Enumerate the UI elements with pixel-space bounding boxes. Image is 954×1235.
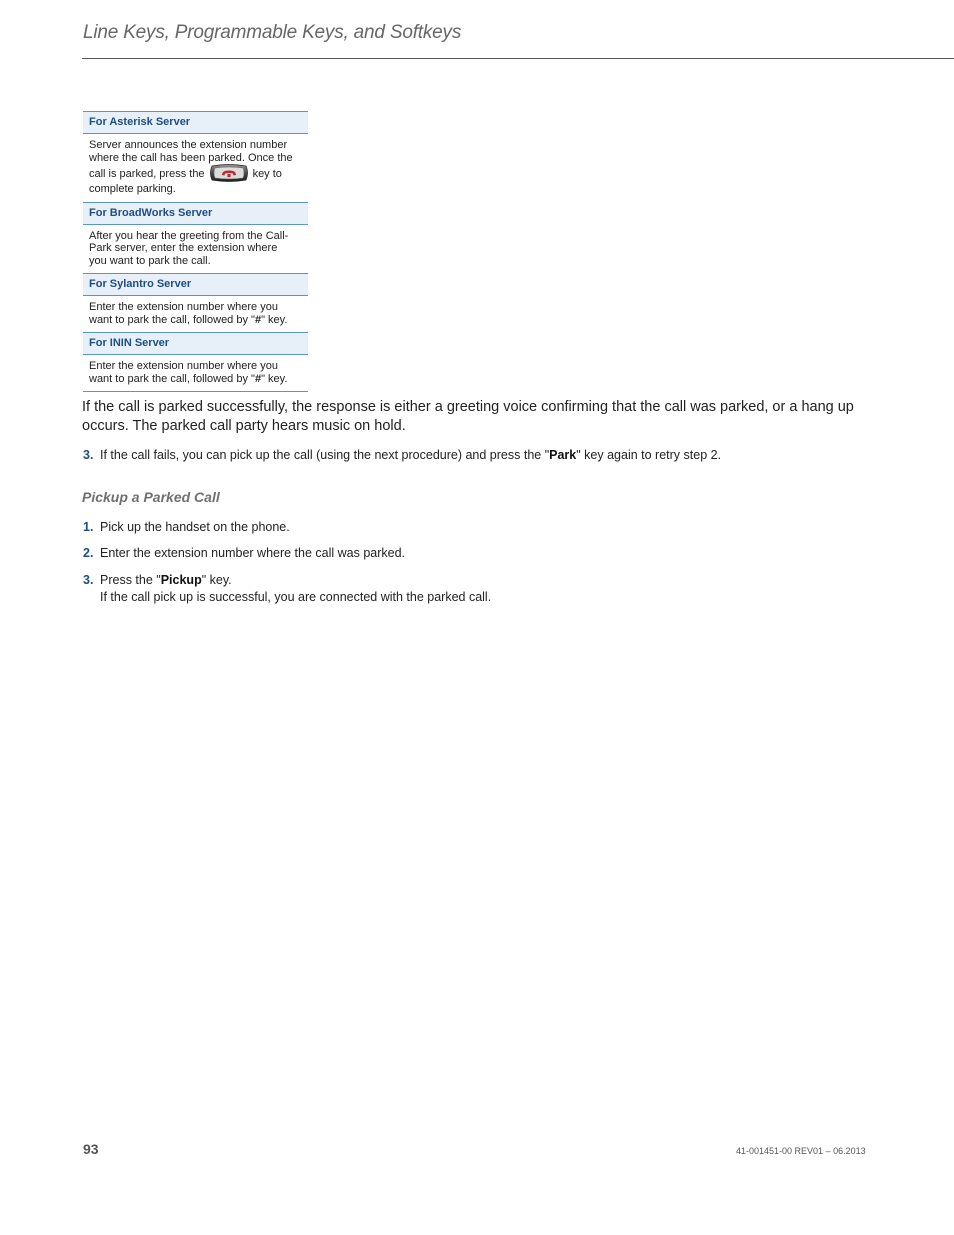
inin-line-1: Enter the extension number where you <box>89 360 278 372</box>
inin-line-2b: " key. <box>261 372 288 385</box>
inin-server-instructions <box>83 355 308 392</box>
pickup-step-1 <box>83 519 290 536</box>
asterisk-line-3 <box>89 165 304 183</box>
step-text: Pick up the handset on the phone. <box>100 520 290 534</box>
asterisk-line-4: complete parking. <box>89 183 176 195</box>
asterisk-server-instructions <box>83 134 308 202</box>
asterisk-line-2: where the call has been parked. Once the <box>89 151 293 164</box>
server-park-table <box>83 111 308 392</box>
asterisk-server-heading: For Asterisk Server <box>83 111 308 134</box>
inin-hash-key: # <box>254 372 262 385</box>
step-text: If the call fails, you can pick up the call (using the next procedure) and press the "Park" key again to retry step 2. <box>100 448 722 462</box>
inin-line-2a: want to park the call, followed by " <box>89 372 255 385</box>
goodbye-key-icon <box>209 164 249 182</box>
page-number: 93 <box>83 1141 99 1157</box>
park-key-label: Park <box>549 448 577 462</box>
broadworks-server-heading: For BroadWorks Server <box>83 202 308 225</box>
asterisk-line-1: Server announces the extension number <box>89 139 288 151</box>
sylantro-server-instructions <box>83 296 308 332</box>
sylantro-hash-key: # <box>254 313 262 326</box>
broadworks-line-3: you want to park the call. <box>89 254 211 267</box>
park-step-3 <box>83 447 721 464</box>
sylantro-line-2b: " key. <box>261 313 288 326</box>
header-divider <box>82 58 954 59</box>
inin-server-heading: For ININ Server <box>83 332 308 355</box>
step-number: 3. <box>83 448 94 462</box>
step-number: 2. <box>83 546 94 560</box>
broadworks-server-instructions <box>83 225 308 274</box>
step-number: 3. <box>83 573 94 587</box>
step-text: Press the "Pickup" key. <box>100 573 232 587</box>
pickup-step-2 <box>83 545 405 562</box>
pickup-step-3-result: If the call pick up is successful, you are connected with the parked call. <box>100 590 492 604</box>
pickup-key-label: Pickup <box>160 573 202 587</box>
inin-line-2 <box>89 373 304 386</box>
document-id: 41-001451-00 REV01 – 06.2013 <box>736 1146 866 1156</box>
step-number: 1. <box>83 520 94 534</box>
sylantro-line-2 <box>89 314 304 327</box>
sylantro-server-heading: For Sylantro Server <box>83 273 308 296</box>
sylantro-line-2a: want to park the call, followed by " <box>89 313 255 326</box>
broadworks-line-2: Park server, enter the extension where <box>89 242 278 254</box>
asterisk-line-3b: key to <box>252 167 282 180</box>
step-text: Enter the extension number where the call was parked. <box>100 546 406 560</box>
asterisk-line-3a: call is parked, press the <box>89 167 205 180</box>
pickup-step-3 <box>83 572 232 589</box>
pickup-section-heading: Pickup a Parked Call <box>82 489 220 505</box>
page-header-title: Line Keys, Programmable Keys, and Softkeys <box>83 22 462 43</box>
broadworks-line-1: After you hear the greeting from the Call- <box>89 229 289 242</box>
sylantro-line-1: Enter the extension number where you <box>89 301 278 313</box>
park-result-paragraph: If the call is parked successfully, the response is either a greeting voice confirming that the call was parked, or a hang up occurs. The parked call party hears music on hold. <box>82 399 854 434</box>
